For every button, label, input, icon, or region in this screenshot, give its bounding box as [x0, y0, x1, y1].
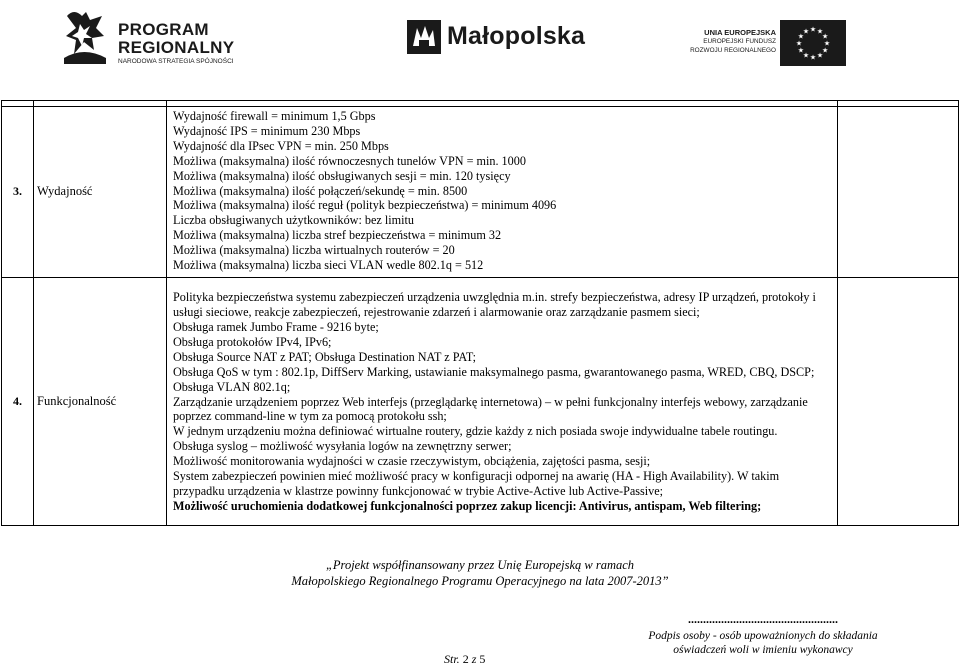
project-note-line1: „Projekt współfinansowany przez Unię Europejską w ramach — [325, 558, 635, 572]
eu-logo-line1: UNIA EUROPEJSKA — [704, 28, 776, 37]
spec-line: Wydajność firewall = minimum 1,5 Gbps — [173, 109, 376, 123]
page-current: 2 — [462, 652, 469, 666]
eu-star-icon: ★ — [795, 39, 803, 48]
spec-line: Obsługa protokołów IPv4, IPv6; — [173, 334, 332, 349]
malopolska-mark-icon — [407, 20, 441, 54]
eu-star-icon: ★ — [821, 46, 829, 55]
row-number: 4. — [2, 277, 34, 525]
eu-logo-line3: ROZWOJU REGIONALNEGO — [690, 47, 776, 54]
spec-line: Możliwa (maksymalna) ilość równoczesnych tunelów VPN = min. 1000 — [173, 153, 526, 168]
program-logo-line2: REGIONALNY — [118, 38, 235, 57]
table-row-funkcjonalnosc — [2, 277, 959, 525]
row-name: Funkcjonalność — [34, 277, 167, 525]
eu-star-icon: ★ — [816, 27, 824, 36]
spec-line: Możliwa (maksymalna) ilość obsługiwanych sesji = min. 120 tysięcy — [173, 168, 511, 183]
row-number: 3. — [2, 107, 34, 278]
row-name: Wydajność — [34, 107, 167, 278]
eu-star-icon: ★ — [809, 53, 817, 62]
page-number — [444, 652, 485, 667]
spec-line: Możliwość monitorowania wydajności w czasie rzeczywistym, obciążenia, zajętości pasma, sesji; — [173, 454, 651, 469]
spec-line: Obsługa ramek Jumbo Frame - 9216 byte; — [173, 319, 379, 334]
eu-star-icon: ★ — [797, 46, 805, 55]
eu-logo — [668, 20, 848, 68]
eu-star-icon: ★ — [809, 25, 817, 34]
spec-line: W jednym urządzeniu można definiować wirtualne routery, gdzie każdy z nich posiada swoje indywidualne tabele routingu. — [173, 424, 778, 439]
page-of: z — [468, 652, 480, 666]
row-description — [167, 107, 838, 278]
spec-line: Możliwa (maksymalna) liczba wirtualnych routerów = 20 — [173, 243, 455, 258]
signature-label-line1: Podpis osoby - osób upoważnionych do składania — [648, 630, 878, 642]
program-logo-line3: NARODOWA STRATEGIA SPÓJNOŚCI — [118, 58, 234, 65]
specification-table — [1, 100, 959, 526]
eu-star-icon: ★ — [816, 51, 824, 60]
signature-label-line2: oświadczeń woli w imieniu wykonawcy — [673, 644, 853, 656]
spec-line: Liczba obsługiwanych użytkowników: bez limitu — [173, 213, 414, 228]
eu-logo-line2: EUROPEJSKI FUNDUSZ — [703, 38, 776, 45]
spec-line: Możliwa (maksymalna) ilość reguł (polityk bezpieczeństwa) = minimum 4096 — [173, 198, 557, 213]
program-regionalny-logo — [64, 4, 264, 68]
spec-line: Obsługa QoS w tym : 802.1p, DiffServ Marking, ustawianie maksymalnego pasma, gwarantowanego pasma, WRED, CBQ, DSCP; — [173, 364, 815, 379]
spec-line: Obsługa VLAN 802.1q; — [173, 379, 291, 394]
malopolska-logo — [407, 18, 587, 64]
eu-star-icon: ★ — [797, 32, 805, 41]
row-description — [167, 277, 838, 525]
signature-dots: .................................................. — [688, 612, 838, 626]
eu-star-icon: ★ — [802, 51, 810, 60]
eu-star-icon: ★ — [823, 39, 831, 48]
spec-line: Polityka bezpieczeństwa systemu zabezpieczeń urządzenia uwzględnia m.in. strefy bezpieczeństwa, adresy IP urządzeń, protokoły i usługi sieciowe, reakcje zabezpieczeń, rejestrowanie zdarzeń i alarmowanie oraz zarządzanie pasmem sieci; — [173, 290, 816, 320]
spec-line: Obsługa syslog – możliwość wysyłania logów na zewnętrzny serwer; — [173, 439, 512, 454]
spec-line: Wydajność dla IPsec VPN = min. 250 Mbps — [173, 138, 389, 153]
spec-line: Wydajność IPS = minimum 230 Mbps — [173, 123, 361, 138]
spec-line: Możliwa (maksymalna) liczba sieci VLAN wedle 802.1q = 512 — [173, 258, 484, 273]
spec-line: Zarządzanie urządzeniem poprzez Web interfejs (przeglądarkę internetowa) – w pełni funkcjonalny interfejs webowy, zarządzanie poprzez command-line w tym za pomocą protokołu ssh; — [173, 394, 808, 424]
project-note-line2: Małopolskiego Regionalnego Programu Operacyjnego na lata 2007-2013” — [291, 574, 669, 588]
program-regionalny-mark-icon — [64, 6, 106, 64]
malopolska-logo-text: Małopolska — [447, 22, 586, 50]
spec-line-bold: Możliwość uruchomienia dodatkowej funkcjonalności poprzez zakup licencji: Antivirus, antispam, Web filtering; — [173, 498, 762, 513]
page-total: 5 — [479, 652, 486, 666]
eu-star-icon: ★ — [821, 32, 829, 41]
spec-line: System zabezpieczeń powinien mieć możliwość pracy w konfiguracji odpornej na awarię (HA - High Availability). W takim przypadku urządzenia w klastrze powinny funkcjonować w trybie Active-Active lub Active-Passive; — [173, 469, 780, 498]
spec-line: Możliwa (maksymalna) ilość połączeń/sekundę = min. 8500 — [173, 183, 468, 198]
spec-line: Możliwa (maksymalna) liczba stref bezpieczeństwa = minimum 32 — [173, 228, 502, 243]
table-row-wydajnosc — [2, 107, 959, 278]
eu-flag-icon — [780, 20, 846, 66]
eu-star-icon: ★ — [802, 27, 810, 36]
spec-line: Obsługa Source NAT z PAT; Obsługa Destination NAT z PAT; — [173, 349, 476, 364]
program-logo-line1: PROGRAM — [118, 20, 209, 39]
page-prefix: Str. — [444, 652, 463, 666]
